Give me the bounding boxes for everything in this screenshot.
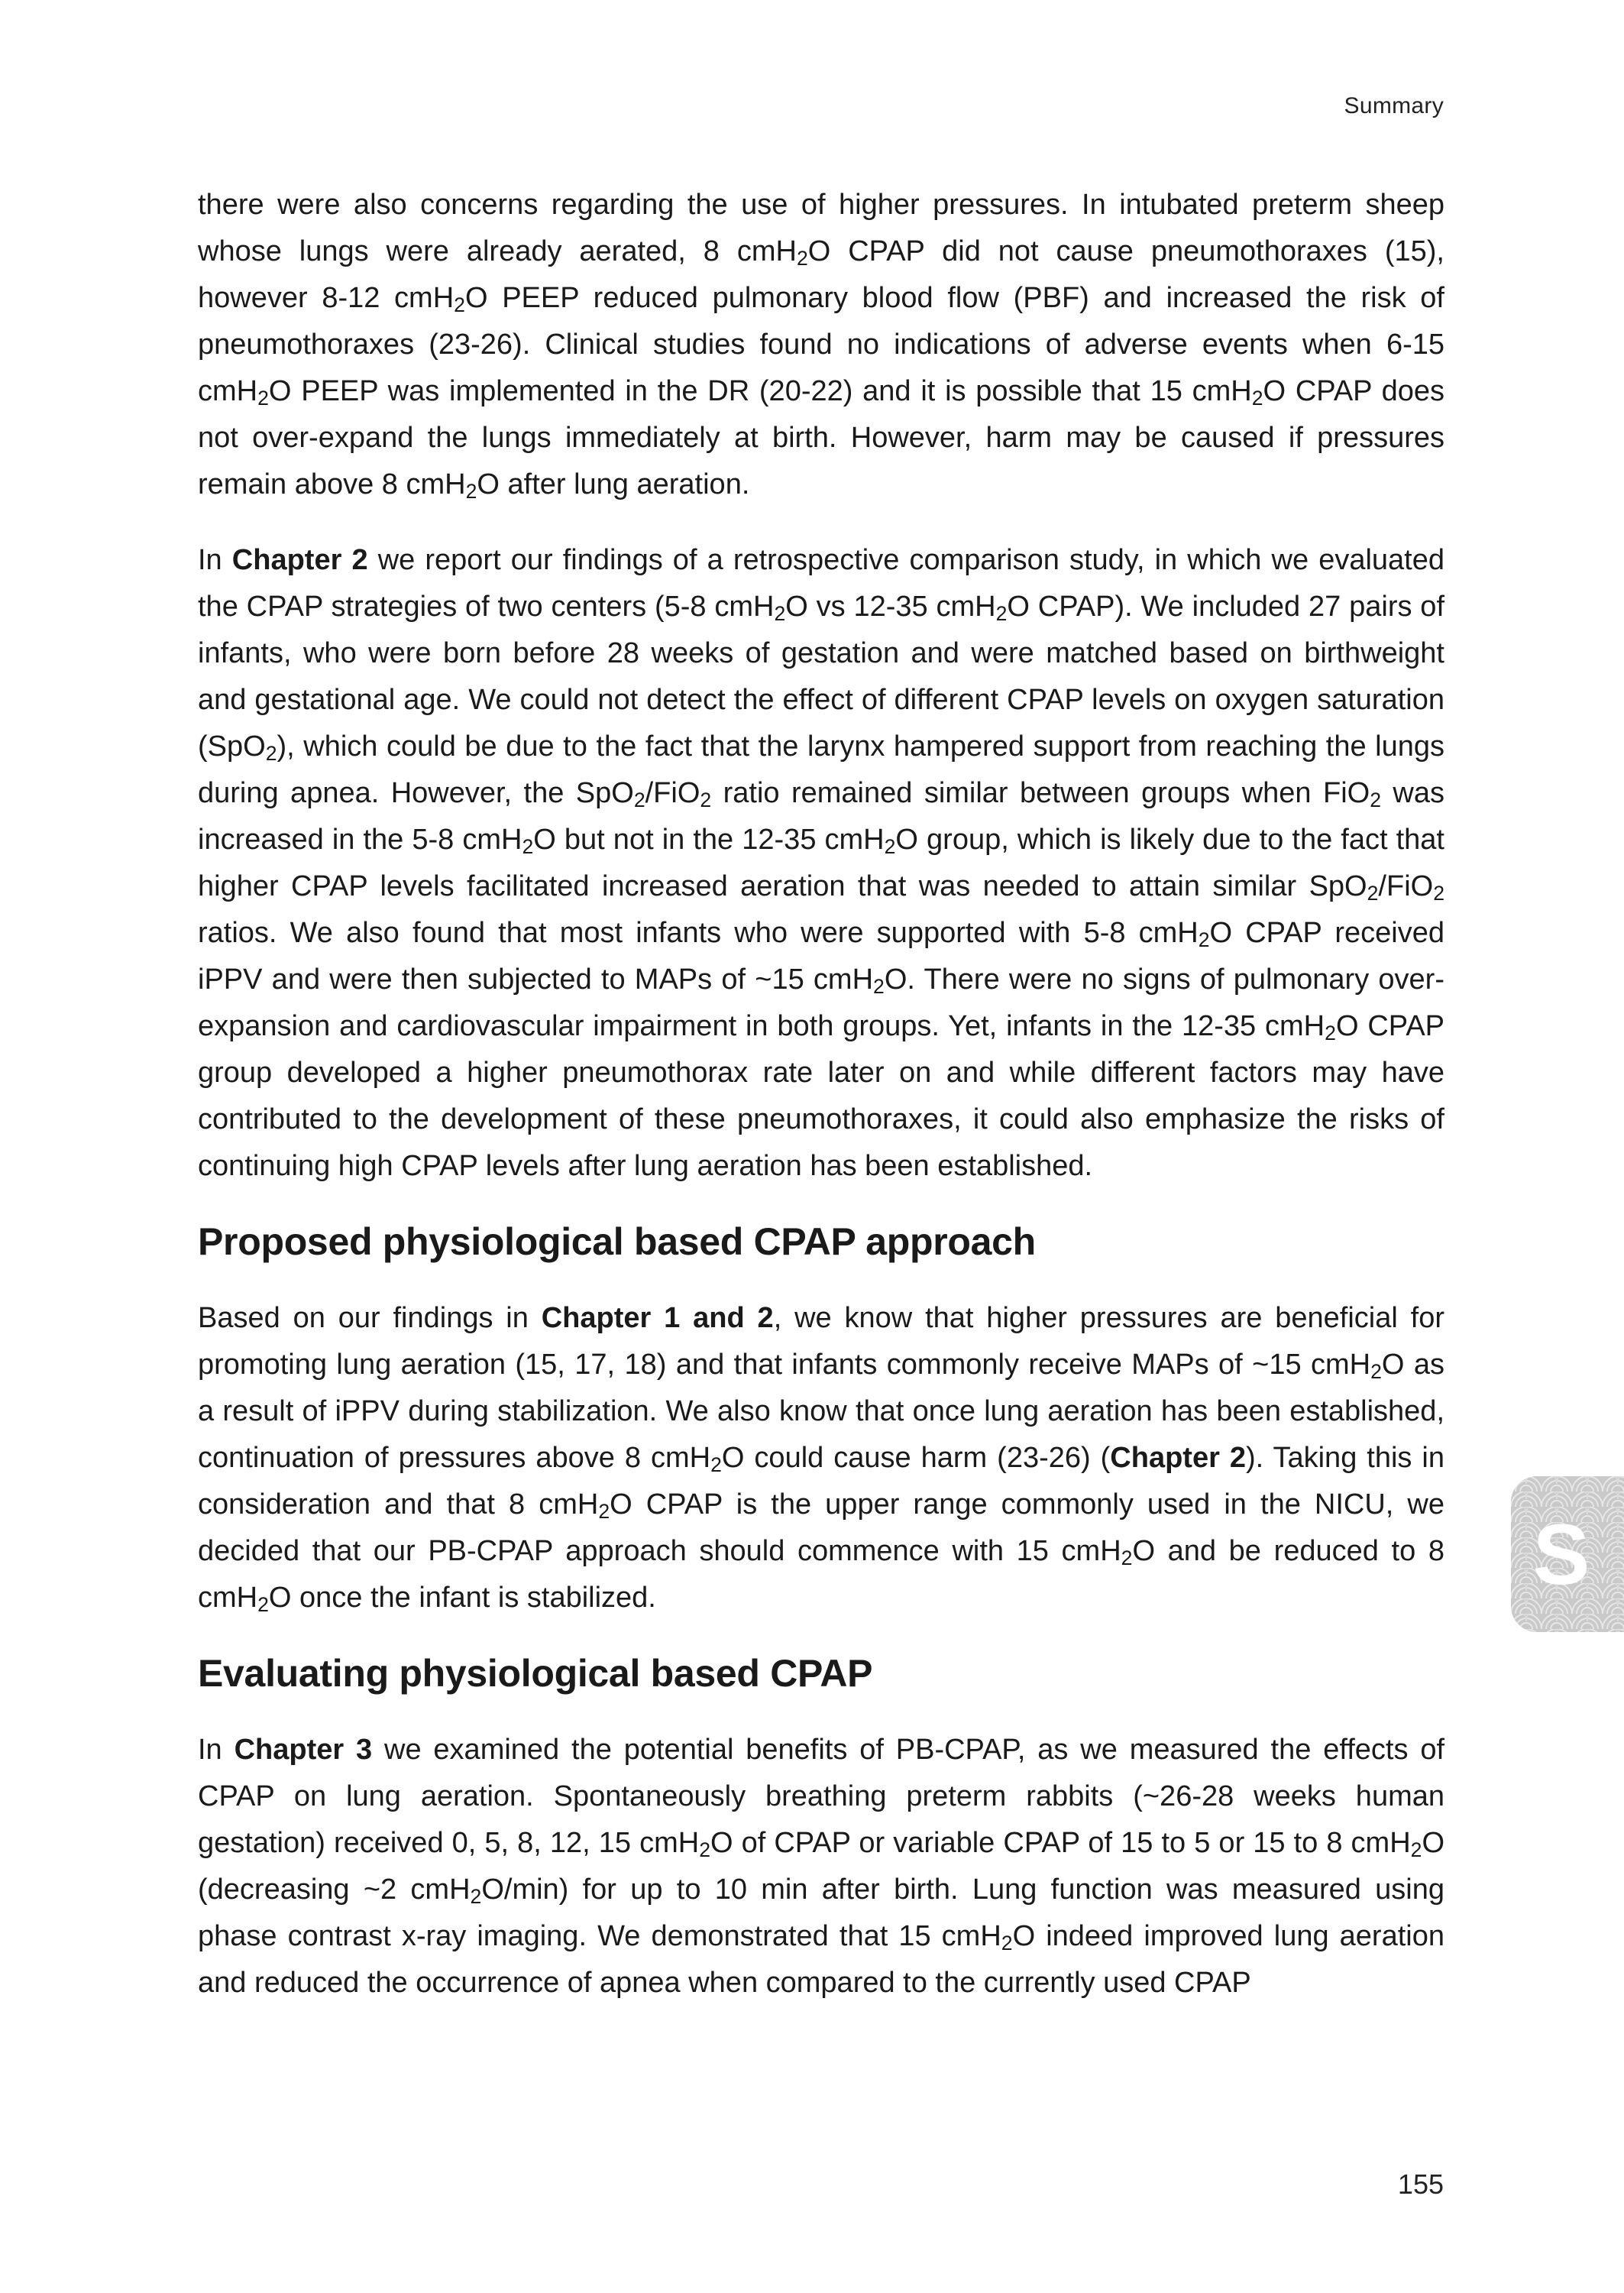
chapter-thumb-tab	[1511, 1476, 1624, 1632]
paragraph-chapter-2-findings: In Chapter 2 we report our findings of a retrospective comparison study, in which we evaluated the CPAP strategies of two centers (5-8 cmH$_2$O vs 12-35 cmH$_2$O CPAP). We included 27 pairs of infants, who were born before 28 weeks of gestation and were matched based on birthweight and gestational age. We could not detect the effect of different CPAP levels on oxygen saturation (SpO$_2$), which could be due to the fact that the larynx hampered support from reaching the lungs during apnea. However, the SpO$_2$/FiO$_2$ ratio remained similar between groups when FiO$_2$ was increased in the 5-8 cmH$_2$O but not in the 12-35 cmH$_2$O group, which is likely due to the fact that higher CPAP levels facilitated increased aeration that was needed to attain similar SpO$_2$/FiO$_2$ ratios. We also found that most infants who were supported with 5-8 cmH$_2$O CPAP received iPPV and were then subjected to MAPs of ~15 cmH$_2$O. There were no signs of pulmonary over-expansion and cardiovascular impairment in both groups. Yet, infants in the 12-35 cmH$_2$O CPAP group developed a higher pneumothorax rate later on and while different factors may have contributed to the development of these pneumothoraxes, it could also emphasize the risks of continuing high CPAP levels after lung aeration has been established.	[198, 544, 1445, 1182]
running-header-title: Summary	[1344, 93, 1444, 118]
section-heading-proposed-approach: Proposed physiological based CPAP approach	[198, 1220, 1036, 1263]
page-number: 155	[1397, 2168, 1444, 2200]
paragraph-chapter-3-findings: In Chapter 3 we examined the potential benefits of PB-CPAP, as we measured the effects of CPAP on lung aeration. Spontaneously breathing preterm rabbits (~26-28 weeks human gestation) received 0, 5, 8, 12, 15 cmH$_2$O of CPAP or variable CPAP of 15 to 5 or 15 to 8 cmH$_2$O (decreasing ~2 cmH$_2$O/min) for up to 10 min after birth. Lung function was measured using phase contrast x-ray imaging. We demonstrated that 15 cmH$_2$O indeed improved lung aeration and reduced the occurrence of apnea when compared to the currently used CPAP	[198, 1734, 1445, 1999]
section-heading-evaluating: Evaluating physiological based CPAP	[198, 1652, 873, 1695]
page-body	[198, 182, 1444, 2036]
chapter-thumb-letter: S	[1532, 1506, 1590, 1602]
paragraph-pressure-concerns: there were also concerns regarding the use of higher pressures. In intubated preterm sheep whose lungs were already aerated, 8 cmH$_2$O CPAP did not cause pneumothoraxes (15), however 8-12 cmH$_2$O PEEP reduced pulmonary blood flow (PBF) and increased the risk of pneumothoraxes (23-26). Clinical studies found no indications of adverse events when 6-15 cmH$_2$O PEEP was implemented in the DR (20-22) and it is possible that 15 cmH$_2$O CPAP does not over-expand the lungs immediately at birth. However, harm may be caused if pressures remain above 8 cmH$_2$O after lung aeration.	[198, 189, 1444, 503]
paragraph-proposed-approach: Based on our findings in Chapter 1 and 2, we know that higher pressures are beneficial for promoting lung aeration (15, 17, 18) and that infants commonly receive MAPs of ~15 cmH$_2$O as a result of iPPV during stabilization. We also know that once lung aeration has been established, continuation of pressures above 8 cmH$_2$O could cause harm (23-26) (Chapter 2). Taking this in consideration and that 8 cmH$_2$O CPAP is the upper range commonly used in the NICU, we decided that our PB-CPAP approach should commence with 15 cmH$_2$O and be reduced to 8 cmH$_2$O once the infant is stabilized.	[198, 1302, 1444, 1616]
